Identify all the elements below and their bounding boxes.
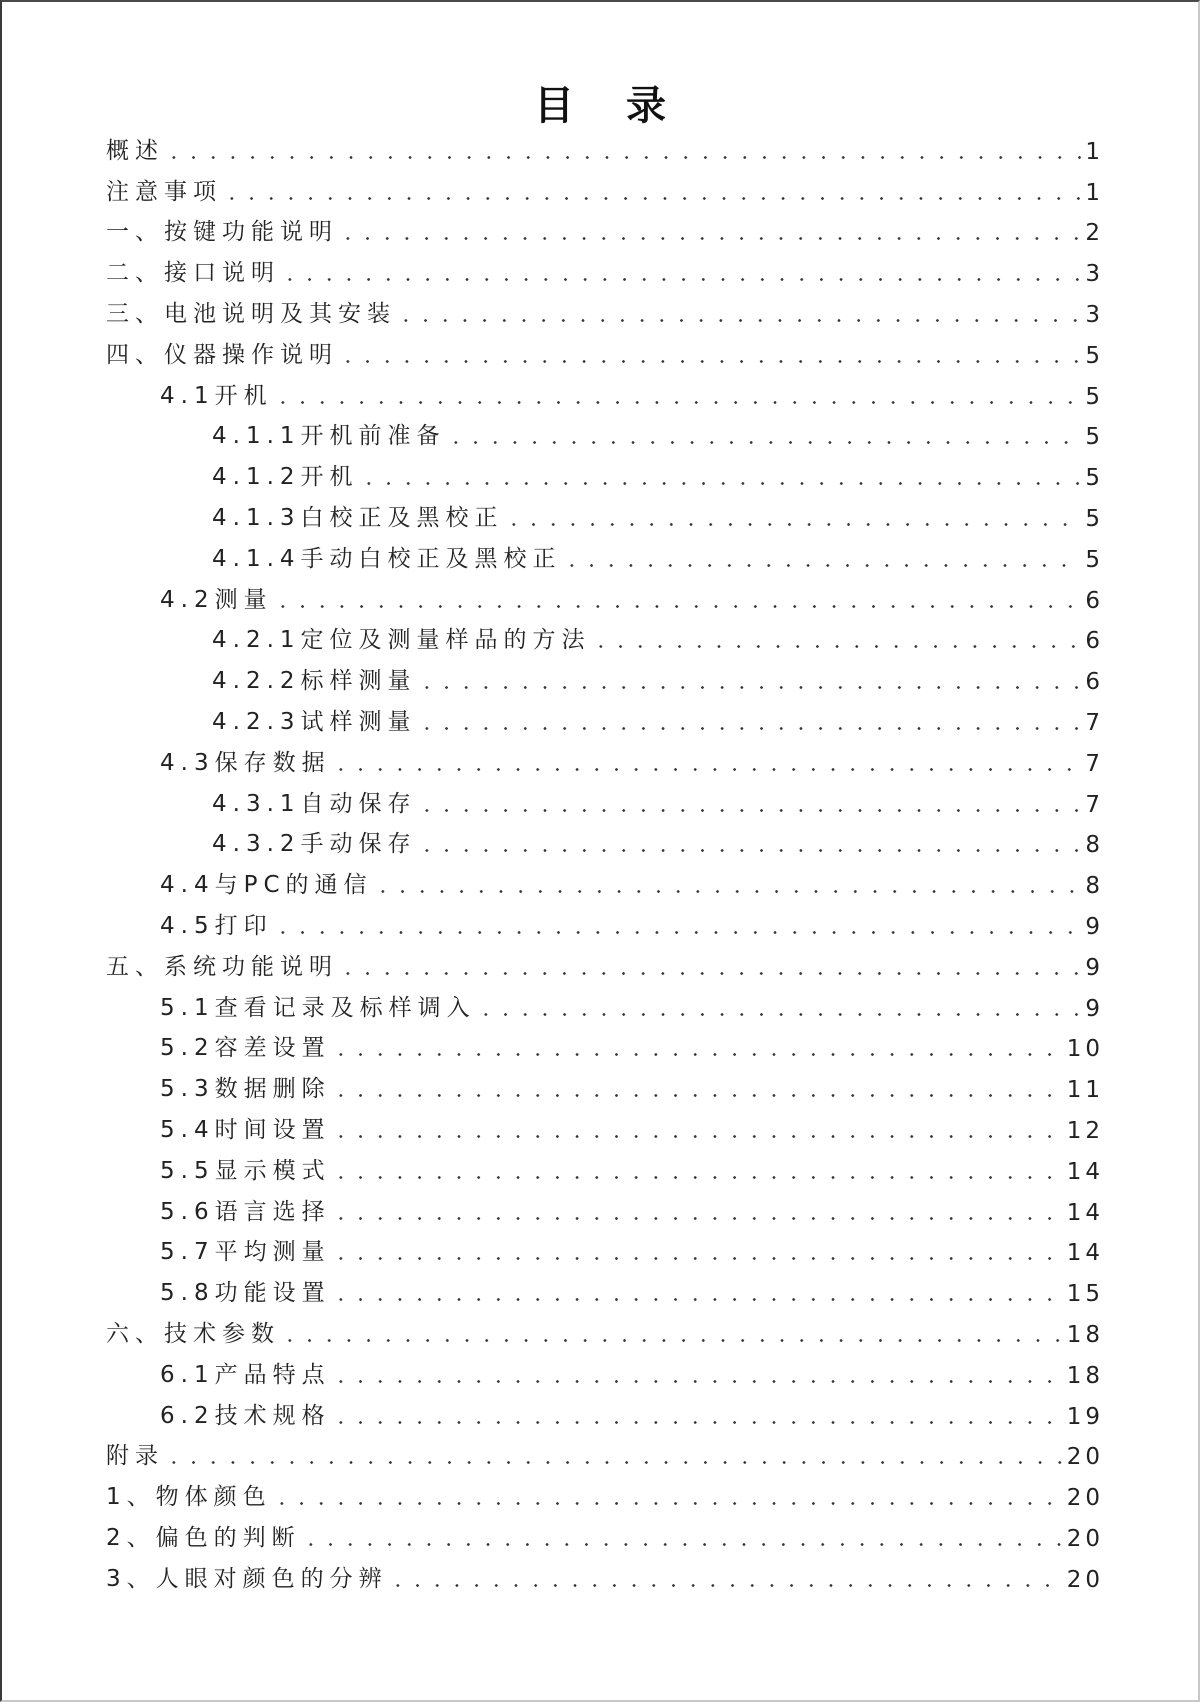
toc-entry-page-number: 7 bbox=[1085, 750, 1104, 777]
toc-entry-page-number: 20 bbox=[1066, 1525, 1104, 1552]
dot-leader bbox=[417, 686, 1082, 689]
toc-entry[interactable] bbox=[106, 1354, 1104, 1395]
toc-entry[interactable] bbox=[106, 742, 1104, 783]
toc-entry-label: 5.7平均测量 bbox=[160, 1233, 331, 1272]
toc-entry-label: 4.1.1开机前准备 bbox=[212, 417, 446, 456]
toc-entry-label: 五、系统功能说明 bbox=[106, 948, 338, 987]
toc-entry-page-number: 7 bbox=[1085, 791, 1104, 818]
toc-entry-label: 5.1查看记录及标样调入 bbox=[160, 989, 476, 1028]
dot-leader bbox=[164, 156, 1081, 159]
toc-entry-page-number: 5 bbox=[1085, 546, 1104, 573]
toc-entry[interactable] bbox=[106, 701, 1104, 742]
toc-entry-page-number: 20 bbox=[1066, 1566, 1104, 1593]
toc-entry-page-number: 11 bbox=[1066, 1077, 1104, 1104]
dot-leader bbox=[338, 972, 1081, 975]
toc-entry[interactable] bbox=[106, 1150, 1104, 1191]
toc-entry-label: 5.2容差设置 bbox=[160, 1029, 331, 1068]
dot-leader bbox=[388, 1584, 1063, 1587]
dot-leader bbox=[280, 278, 1081, 281]
toc-entry-page-number: 6 bbox=[1085, 587, 1104, 614]
dot-leader bbox=[446, 441, 1082, 444]
toc-entry-page-number: 20 bbox=[1066, 1485, 1104, 1512]
toc-entry[interactable] bbox=[106, 497, 1104, 538]
dot-leader bbox=[591, 645, 1082, 648]
dot-leader bbox=[331, 1217, 1063, 1220]
toc-title: 目录 bbox=[534, 83, 718, 129]
toc-entry-label: 6.2技术规格 bbox=[160, 1397, 331, 1436]
toc-entry[interactable] bbox=[106, 1028, 1104, 1069]
toc-entry-label: 5.5显示模式 bbox=[160, 1152, 331, 1191]
dot-leader bbox=[331, 1257, 1063, 1260]
toc-entry-label: 概述 bbox=[106, 132, 164, 171]
toc-entry[interactable] bbox=[106, 334, 1104, 375]
toc-entry[interactable] bbox=[106, 1313, 1104, 1354]
toc-entry-page-number: 14 bbox=[1066, 1199, 1104, 1226]
dot-leader bbox=[273, 931, 1082, 934]
toc-entry-label: 一、按键功能说明 bbox=[106, 213, 338, 252]
toc-entry[interactable] bbox=[106, 824, 1104, 865]
dot-leader bbox=[504, 523, 1082, 526]
toc-entry-page-number: 3 bbox=[1085, 261, 1104, 288]
toc-entry[interactable] bbox=[106, 171, 1104, 212]
dot-leader bbox=[338, 360, 1081, 363]
toc-entry[interactable] bbox=[106, 905, 1104, 946]
dot-leader bbox=[359, 482, 1082, 485]
toc-entry-label: 附录 bbox=[106, 1437, 164, 1476]
toc-entry-label: 二、接口说明 bbox=[106, 254, 280, 293]
toc-entry[interactable] bbox=[106, 416, 1104, 457]
toc-entry-label: 1、物体颜色 bbox=[106, 1478, 272, 1517]
toc-entry-label: 5.6语言选择 bbox=[160, 1193, 331, 1232]
toc-entry[interactable] bbox=[106, 538, 1104, 579]
toc-entry-page-number: 8 bbox=[1085, 873, 1104, 900]
toc-entry[interactable] bbox=[106, 864, 1104, 905]
toc-entry-page-number: 5 bbox=[1085, 465, 1104, 492]
toc-entry-label: 四、仪器操作说明 bbox=[106, 336, 338, 375]
toc-entry-label: 4.2.1定位及测量样品的方法 bbox=[212, 621, 591, 660]
dot-leader bbox=[331, 1380, 1063, 1383]
toc-entry-page-number: 9 bbox=[1085, 954, 1104, 981]
toc-entry-page-number: 15 bbox=[1066, 1281, 1104, 1308]
toc-entry[interactable] bbox=[106, 1109, 1104, 1150]
toc-entry-label: 4.1.4手动白校正及黑校正 bbox=[212, 540, 562, 579]
dot-leader bbox=[417, 727, 1082, 730]
toc-entry-label: 4.1开机 bbox=[160, 377, 273, 416]
toc-entry[interactable] bbox=[106, 293, 1104, 334]
toc-entry-page-number: 9 bbox=[1085, 913, 1104, 940]
toc-entry-label: 4.4与PC的通信 bbox=[160, 866, 373, 905]
toc-entry[interactable] bbox=[106, 1558, 1104, 1599]
dot-leader bbox=[273, 605, 1082, 608]
toc-entry-label: 4.2.3试样测量 bbox=[212, 703, 417, 742]
dot-leader bbox=[280, 1339, 1063, 1342]
toc-entry[interactable] bbox=[106, 212, 1104, 253]
toc-entry[interactable] bbox=[106, 987, 1104, 1028]
toc-entry[interactable] bbox=[106, 252, 1104, 293]
toc-entry[interactable] bbox=[106, 579, 1104, 620]
toc-entry[interactable] bbox=[106, 1068, 1104, 1109]
toc-entry-page-number: 14 bbox=[1066, 1240, 1104, 1267]
toc-entry-label: 4.5打印 bbox=[160, 907, 273, 946]
toc-entry-page-number: 3 bbox=[1085, 301, 1104, 328]
toc-entry-label: 4.3.2手动保存 bbox=[212, 825, 417, 864]
dot-leader bbox=[331, 1298, 1063, 1301]
toc-entry-label: 5.4时间设置 bbox=[160, 1111, 331, 1150]
toc-entry-page-number: 1 bbox=[1085, 138, 1104, 165]
dot-leader bbox=[331, 1176, 1063, 1179]
toc-entry[interactable] bbox=[106, 1476, 1104, 1517]
toc-entry-page-number: 20 bbox=[1066, 1444, 1104, 1471]
toc-entry[interactable] bbox=[106, 456, 1104, 497]
toc-entry[interactable] bbox=[106, 620, 1104, 661]
dot-leader bbox=[331, 1421, 1063, 1424]
toc-entry-label: 5.8功能设置 bbox=[160, 1274, 331, 1313]
toc-entry-label: 三、电池说明及其安装 bbox=[106, 295, 396, 334]
dot-leader bbox=[331, 1135, 1063, 1138]
toc-entry[interactable] bbox=[106, 946, 1104, 987]
dot-leader bbox=[164, 1461, 1063, 1464]
toc-entry-page-number: 10 bbox=[1066, 1036, 1104, 1063]
toc-entry[interactable] bbox=[106, 660, 1104, 701]
dot-leader bbox=[301, 1543, 1063, 1546]
toc-entry-page-number: 1 bbox=[1085, 179, 1104, 206]
toc-entry-page-number: 6 bbox=[1085, 669, 1104, 696]
toc-entry-page-number: 5 bbox=[1085, 424, 1104, 451]
dot-leader bbox=[338, 237, 1081, 240]
toc-entry[interactable] bbox=[106, 130, 1104, 171]
toc-entry[interactable] bbox=[106, 1191, 1104, 1232]
toc-entry-page-number: 8 bbox=[1085, 832, 1104, 859]
table-of-contents bbox=[106, 130, 1104, 1599]
toc-entry-label: 4.1.2开机 bbox=[212, 458, 359, 497]
dot-leader bbox=[476, 1013, 1082, 1016]
toc-entry[interactable] bbox=[106, 783, 1104, 824]
dot-leader bbox=[396, 319, 1081, 322]
toc-entry-label: 注意事项 bbox=[106, 173, 222, 212]
toc-entry[interactable] bbox=[106, 375, 1104, 416]
toc-entry-page-number: 9 bbox=[1085, 995, 1104, 1022]
toc-entry-label: 4.3保存数据 bbox=[160, 744, 331, 783]
dot-leader bbox=[417, 809, 1082, 812]
dot-leader bbox=[331, 1053, 1063, 1056]
toc-entry-label: 5.3数据删除 bbox=[160, 1070, 331, 1109]
toc-entry-page-number: 2 bbox=[1085, 220, 1104, 247]
dot-leader bbox=[331, 768, 1082, 771]
toc-entry-page-number: 14 bbox=[1066, 1158, 1104, 1185]
toc-entry-page-number: 6 bbox=[1085, 628, 1104, 655]
toc-entry-label: 4.2测量 bbox=[160, 581, 273, 620]
toc-entry[interactable] bbox=[106, 1272, 1104, 1313]
toc-entry[interactable] bbox=[106, 1395, 1104, 1436]
dot-leader bbox=[373, 890, 1082, 893]
dot-leader bbox=[222, 197, 1081, 200]
toc-entry-page-number: 5 bbox=[1085, 342, 1104, 369]
toc-entry-page-number: 19 bbox=[1066, 1403, 1104, 1430]
dot-leader bbox=[562, 564, 1082, 567]
toc-entry-page-number: 5 bbox=[1085, 505, 1104, 532]
toc-entry-page-number: 5 bbox=[1085, 383, 1104, 410]
toc-entry[interactable] bbox=[106, 1232, 1104, 1273]
dot-leader bbox=[273, 401, 1082, 404]
toc-entry-label: 3、人眼对颜色的分辨 bbox=[106, 1560, 388, 1599]
dot-leader bbox=[417, 849, 1082, 852]
toc-entry[interactable] bbox=[106, 1517, 1104, 1558]
toc-entry-label: 4.1.3白校正及黑校正 bbox=[212, 499, 504, 538]
dot-leader bbox=[272, 1502, 1063, 1505]
toc-entry[interactable] bbox=[106, 1436, 1104, 1477]
toc-entry-page-number: 12 bbox=[1066, 1117, 1104, 1144]
toc-entry-label: 6.1产品特点 bbox=[160, 1356, 331, 1395]
toc-entry-page-number: 18 bbox=[1066, 1362, 1104, 1389]
dot-leader bbox=[331, 1094, 1063, 1097]
toc-entry-label: 2、偏色的判断 bbox=[106, 1519, 301, 1558]
toc-entry-page-number: 18 bbox=[1066, 1321, 1104, 1348]
toc-entry-label: 4.3.1自动保存 bbox=[212, 785, 417, 824]
toc-entry-page-number: 7 bbox=[1085, 709, 1104, 736]
toc-entry-label: 六、技术参数 bbox=[106, 1315, 280, 1354]
toc-entry-label: 4.2.2标样测量 bbox=[212, 662, 417, 701]
